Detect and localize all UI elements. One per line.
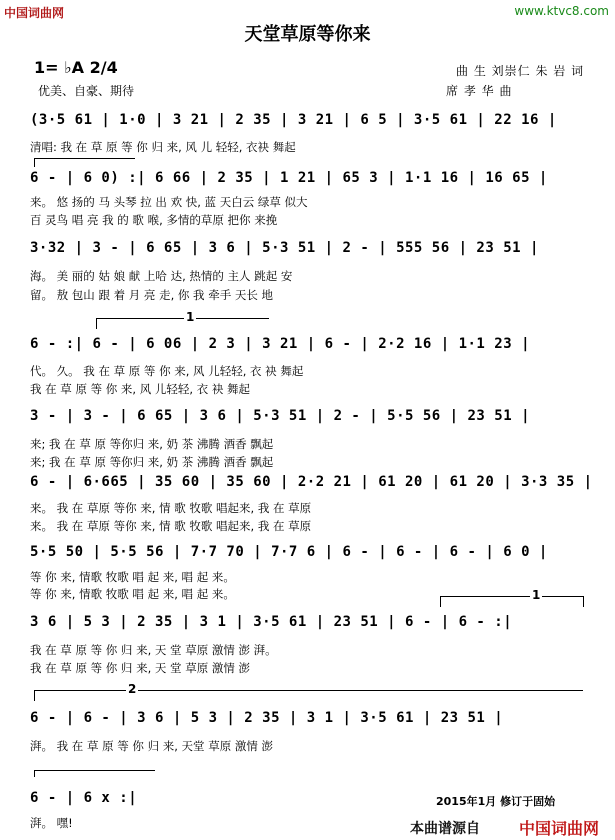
staff-line-6: 6 - | 6·665 | 35 60 | 35 60 | 2·2 21 | 61 20 | 61 20 | 3·3 35 | (30, 474, 593, 490)
staff-line-9: 6 - | 6 - | 3 6 | 5 3 | 2 35 | 3 1 | 3·5 61 | 23 51 | (30, 710, 504, 726)
staff-line-3: 3·32 | 3 - | 6 65 | 3 6 | 5·3 51 | 2 - | 555 56 | 23 51 | (30, 240, 539, 256)
lyric-line-3a: 海。 美 丽的 姑 娘 献 上哈 达, 热情的 主人 跳起 安 (30, 269, 293, 283)
volta-label-2: 2 (128, 682, 137, 696)
volta-bracket-1b (440, 596, 584, 607)
lyric-line-9a: 湃。 我 在 草 原 等 你 归 来, 天堂 草原 激情 澎 (30, 739, 274, 753)
lyric-line-8a: 我 在 草 原 等 你 归 来, 天 堂 草原 激情 澎 湃。 (30, 643, 277, 657)
lyric-line-10a: 湃。 嘿! (30, 816, 73, 830)
lyric-line-4b: 我 在 草 原 等 你 来, 风 儿轻轻, 衣 袂 舞起 (30, 382, 251, 396)
lyric-line-2a: 来。 悠 扬的 马 头琴 拉 出 欢 快, 蓝 天白云 绿草 似大 (30, 195, 308, 209)
staff-line-5: 3 - | 3 - | 6 65 | 3 6 | 5·3 51 | 2 - | 5·5 56 | 23 51 | (30, 408, 531, 424)
volta-label-1: 1 (186, 310, 195, 324)
staff-line-10: 6 - | 6 x :| (30, 790, 138, 806)
lyric-line-1a: 清唱: 我 在 草 原 等 你 归 来, 风 儿 轻轻, 衣袂 舞起 (30, 140, 296, 154)
staff-line-1: (3·5 61 | 1·0 | 3 21 | 2 35 | 3 21 | 6 5 | 3·5 61 | 22 16 | (30, 112, 557, 128)
lyric-line-7a: 等 你 来, 情歌 牧歌 唱 起 来, 唱 起 来。 (30, 570, 235, 584)
revision-note: 2015年1月 修订于固始 (436, 795, 556, 808)
lyric-line-6a: 来。 我 在 草原 等你 来, 情 歌 牧歌 唱起来, 我 在 草原 (30, 501, 312, 515)
composer-credit: 席 孝 华 曲 (446, 84, 513, 98)
key-signature: 1= ♭A 2/4 (34, 58, 118, 77)
volta-label-1b: 1 (532, 588, 541, 602)
expression-mark: 优美、自豪、期待 (38, 84, 135, 98)
volta-bracket-1 (96, 318, 269, 329)
lyric-line-7b: 等 你 来, 情歌 牧歌 唱 起 来, 唱 起 来。 (30, 587, 235, 601)
watermark-right: www.ktvc8.com (514, 4, 609, 18)
slur-bracket (34, 158, 135, 167)
lyric-line-2b: 百 灵鸟 唱 亮 我 的 歌 喉, 多情的草原 把你 来挽 (30, 213, 278, 227)
lyric-line-3b: 留。 敖 包山 跟 着 月 亮 走, 你 我 牵手 天长 地 (30, 288, 274, 302)
lyric-line-5b: 来; 我 在 草 原 等你归 来, 奶 茶 沸腾 酒香 飘起 (30, 455, 274, 469)
staff-line-8: 3 6 | 5 3 | 2 35 | 3 1 | 3·5 61 | 23 51 | 6 - | 6 - :| (30, 614, 513, 630)
lyric-line-6b: 来。 我 在 草原 等你 来, 情 歌 牧歌 唱起来, 我 在 草原 (30, 519, 312, 533)
lyric-line-4a: 代。 久。 我 在 草 原 等 你 来, 风 儿轻轻, 衣 袂 舞起 (30, 364, 304, 378)
staff-line-2: 6 - | 6 0) :| 6 66 | 2 35 | 1 21 | 65 3 | 1·1 16 | 16 65 | (30, 170, 548, 186)
volta-bracket-2 (34, 690, 583, 701)
staff-line-7: 5·5 50 | 5·5 56 | 7·7 70 | 7·7 6 | 6 - | 6 - | 6 - | 6 0 | (30, 544, 548, 560)
source-text: 本曲谱源自 (410, 821, 480, 837)
lyric-line-5a: 来; 我 在 草 原 等你归 来, 奶 茶 沸腾 酒香 飘起 (30, 437, 274, 451)
staff-line-4: 6 - :| 6 - | 6 06 | 2 3 | 3 21 | 6 - | 2·2 16 | 1·1 23 | (30, 336, 531, 352)
slur-bracket-end (34, 770, 155, 777)
lyric-line-8b: 我 在 草 原 等 你 归 来, 天 堂 草原 激情 澎 (30, 661, 251, 675)
song-title: 天堂草原等你来 (244, 24, 371, 45)
watermark-left: 中国词曲网 (4, 6, 65, 20)
lyricist-credit: 曲 生 刘崇仁 朱 岩 词 (456, 64, 585, 78)
source-brand: 中国词曲网 (519, 819, 600, 838)
